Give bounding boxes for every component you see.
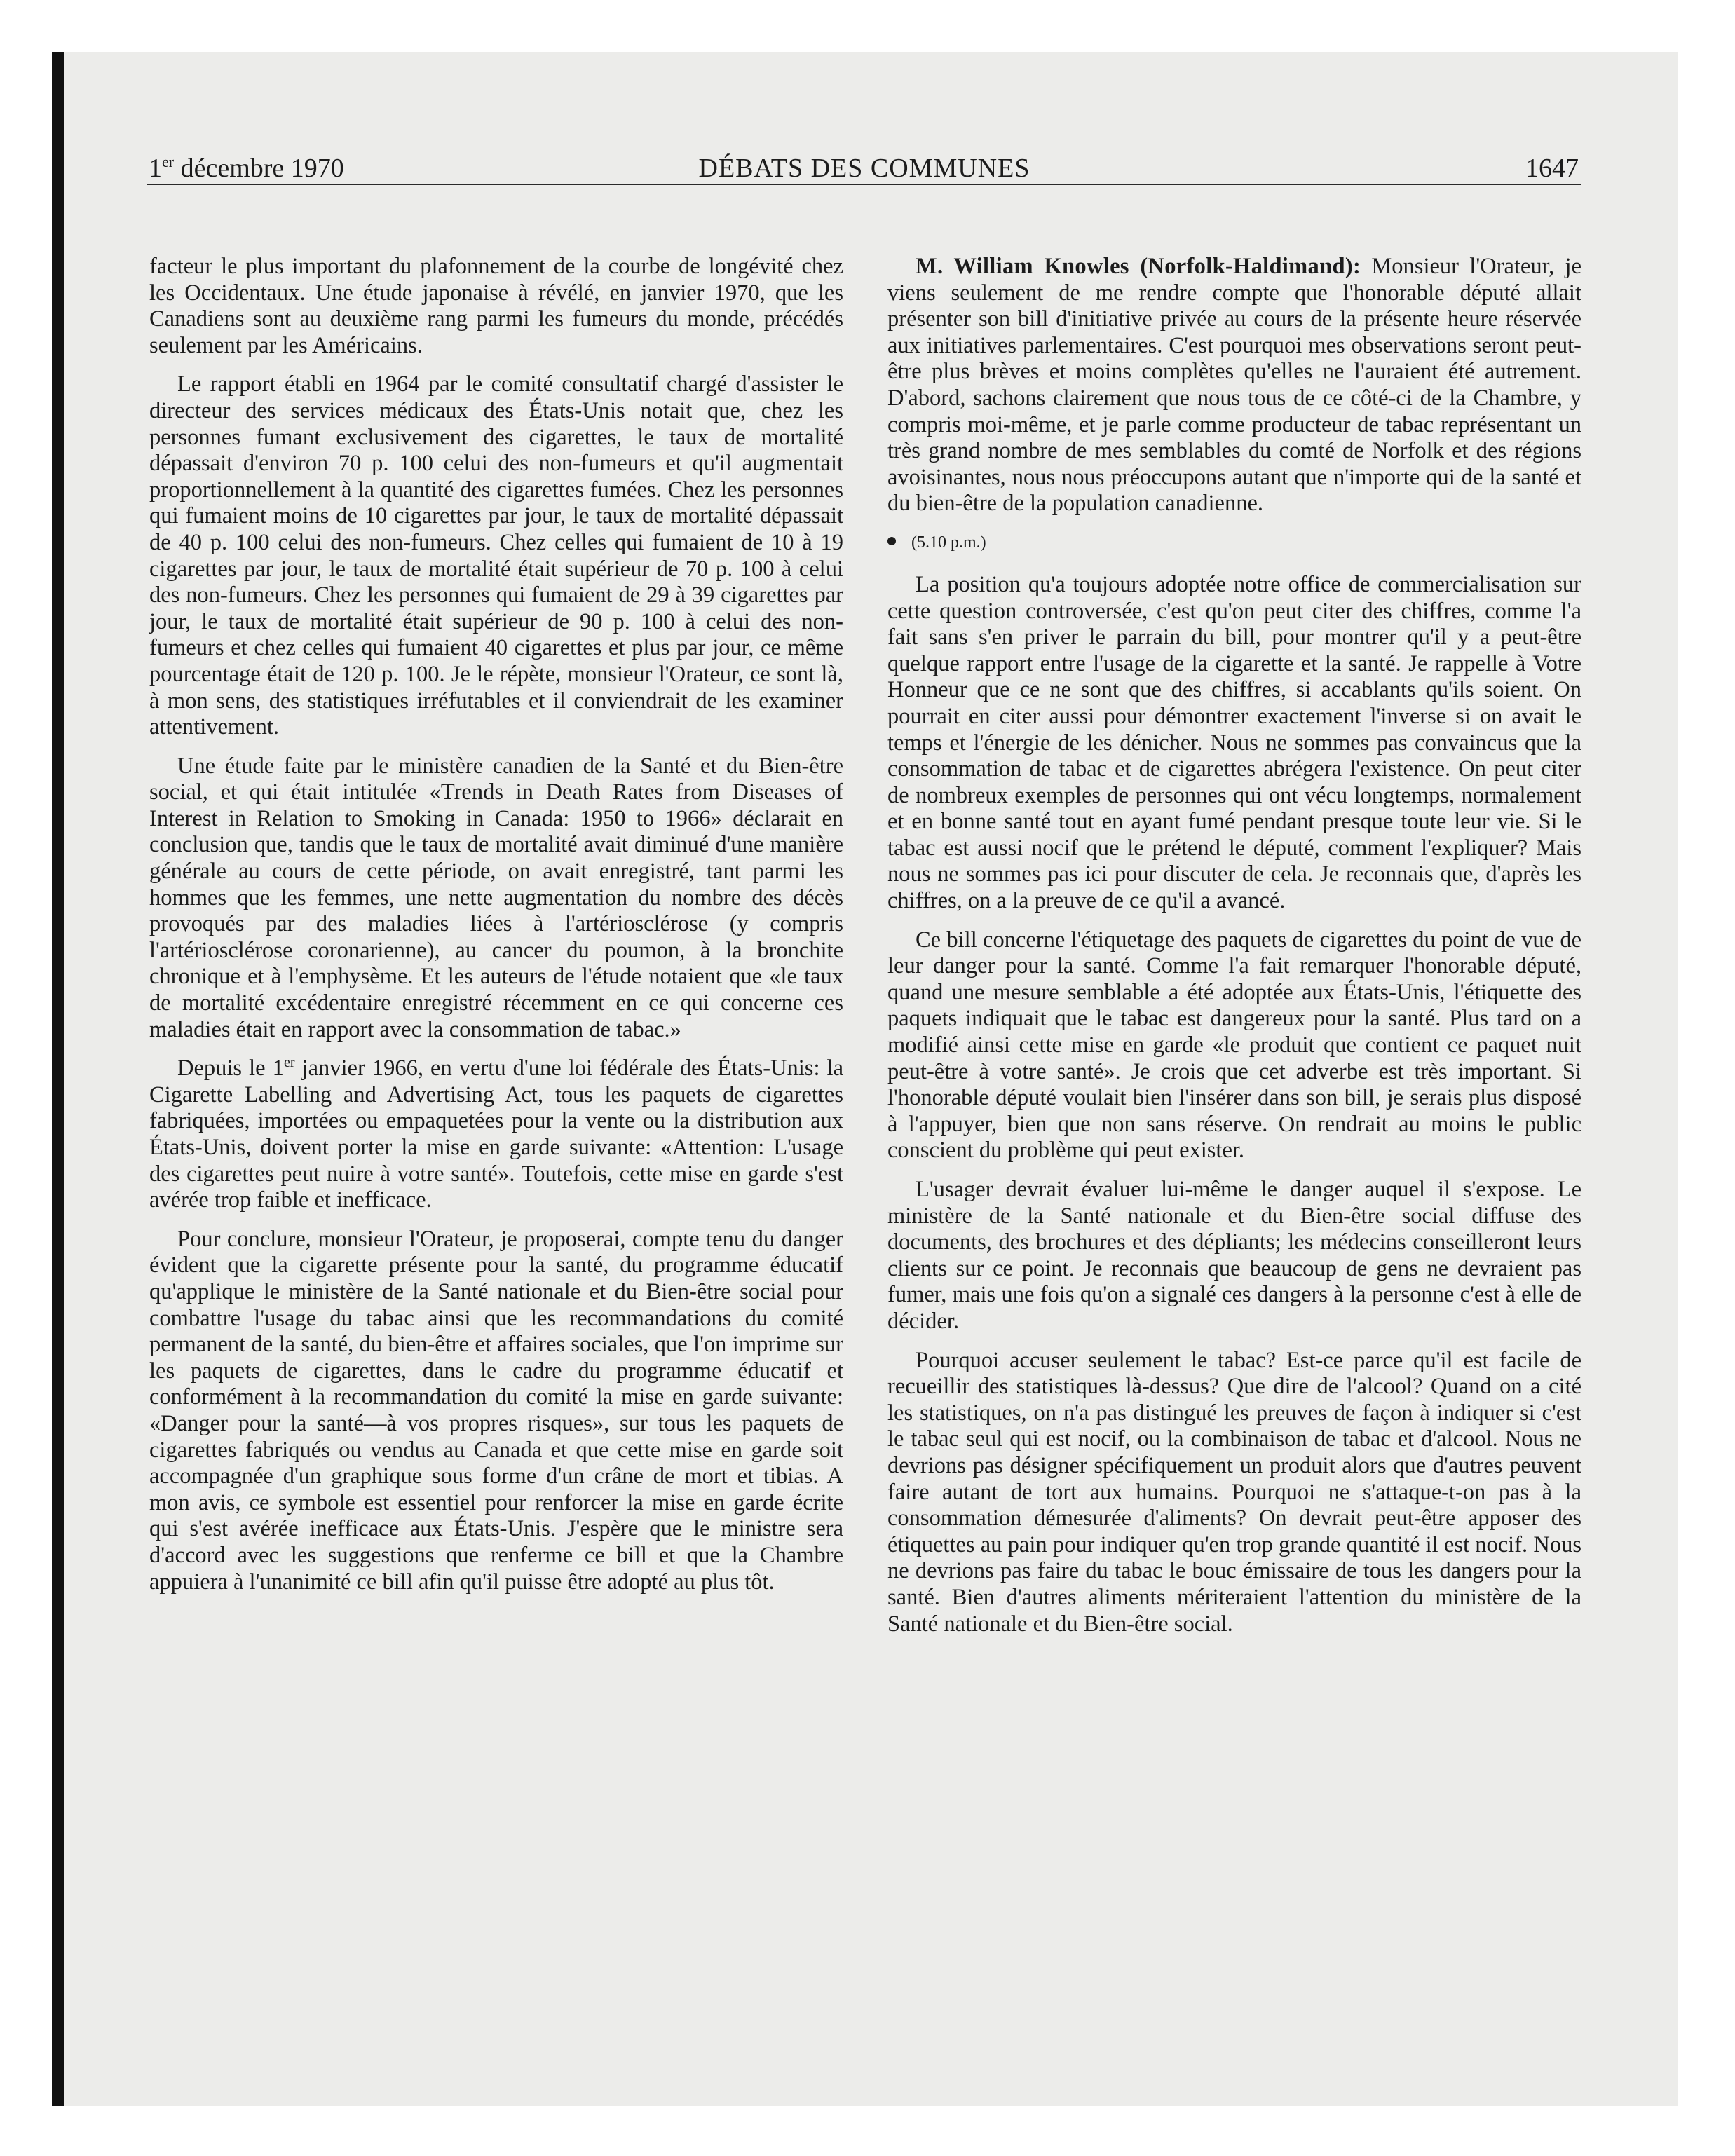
header-date-day: 1 [149, 153, 162, 183]
left-paragraph-5: Pour conclure, monsieur l'Orateur, je proposerai, compte tenu du danger évident que la cigarette présente pour la santé, du programme éducatif qu'applique le ministère de la Santé nationale et du Bien-être social pour combattre l'usage du tabac ainsi que les recommandations du comité permanent de la santé, du bien-être et affaires sociales, que l'on imprime sur les paquets de cigarettes, dans le cadre du programme éducatif et conformément à la recommandation du comité la mise en garde suivante: «Danger pour la santé—à vos propres risques», sur tous les paquets de cigarettes fabriqués ou vendus au Canada et que cette mise en garde soit accompagnée d'un graphique sous forme d'un crâne de mort et tibias. A mon avis, ce symbole est essentiel pour renforcer la mise en garde écrite qui s'est avérée inefficace aux États-Unis. J'espère que le ministre sera d'accord avec les suggestions que renferme ce bill et que la Chambre appuiera à l'unanimité ce bill afin qu'il puisse être adopté au plus tôt. [149, 1226, 843, 1595]
left-paragraph-1: facteur le plus important du plafonnement de la courbe de longévité chez les Occidentaux. Une étude japonaise à révélé, en janvier 1970, que les Canadiens sont au deuxième rang parmi les fumeurs du monde, précédés seulement par les Américains. [149, 254, 843, 358]
time-marker-text: (5.10 p.m.) [911, 533, 986, 552]
scan-edge-band [52, 52, 64, 2106]
right-paragraph-2: La position qu'a toujours adoptée notre office de commercialisation sur cette question controversée, c'est qu'on peut citer des chiffres, comme l'a fait sans s'en priver le parrain du bill, pour montrer qu'il y a peut-être quelque rapport entre l'usage de la cigarette et la santé. Je rappelle à Votre Honneur que ce ne sont que des chiffres, si accablants qu'ils soient. On pourrait en citer aussi pour démontrer exactement l'inverse si on avait le temps et l'énergie de les dénicher. Nous ne sommes pas convaincus que la consommation de tabac et de cigarettes abrégera l'existence. On peut citer de nombreux exemples de personnes qui ont vécu longtemps, normalement et en bonne santé tout en ayant fumé pendant presque toute leur vie. Si le tabac est aussi nocif que le prétend le député, comment l'expliquer? Mais nous ne sommes pas ici pour discuter de cela. Je reconnais que, d'après les chiffres, on a la preuve de ce qu'il a avancé. [887, 571, 1581, 914]
right-paragraph-1-text: Monsieur l'Orateur, je viens seulement de me rendre compte que l'honorable député allait présenter son bill d'initiative privée au cours de la présente heure réservée aux initiatives parlementaires. C'est pourquoi mes observations seront peut-être plus brèves et moins complètes qu'elles ne l'auraient été autrement. D'abord, sachons clairement que nous tous de ce côté-ci de la Chambre, y compris moi-même, et je parle comme producteur de tabac représentant un très grand nombre de mes semblables du comté de Norfolk et des régions avoisinantes, nous nous préoccupons autant que n'importe qui de la santé et du bien-être de la population canadienne. [887, 254, 1581, 517]
running-header [147, 153, 1581, 185]
right-column [887, 254, 1581, 1650]
left-paragraph-2: Le rapport établi en 1964 par le comité consultatif chargé d'assister le directeur des services médicaux des États-Unis notait que, chez les personnes fumant exclusivement des cigarettes, le taux de mortalité dépassait d'environ 70 p. 100 celui des non-fumeurs et qu'il augmentait proportionnellement à la quantité des cigarettes fumées. Chez les personnes qui fumaient moins de 10 cigarettes par jour, le taux de mortalité dépassait de 40 p. 100 celui des non-fumeurs. Chez celles qui fumaient de 10 à 19 cigarettes par jour, le taux de mortalité était supérieur de 70 p. 100 à celui des non-fumeurs. Chez les personnes qui fumaient de 29 à 39 cigarettes par jour, le taux de mortalité était supérieur de 90 p. 100 à celui des non-fumeurs et chez celles qui fumaient 40 cigarettes et plus par jour, ce même pourcentage était de 120 p. 100. Je le répète, monsieur l'Orateur, ce sont là, à mon sens, des statistiques irréfutables et il conviendrait de les examiner attentivement. [149, 371, 843, 740]
right-paragraph-1 [887, 254, 1581, 517]
right-paragraph-3: Ce bill concerne l'étiquetage des paquets de cigarettes du point de vue de leur danger pour la santé. Comme l'a fait remarquer l'honorable député, quand une mesure semblable a été adoptée aux États-Unis, l'étiquette des paquets indiquait que le tabac est dangereux pour la santé. Plus tard on a modifié ainsi cette mise en garde «le produit que contient ce paquet nuit peut-être à votre santé». Je crois que cet adverbe est très important. Si l'honorable député voulait bien l'insérer dans son bill, je serais plus disposé à l'appuyer, bien que non sans réserve. On rendrait au moins le public conscient du problème qui peut exister. [887, 927, 1581, 1164]
left-paragraph-4 [149, 1056, 843, 1214]
bullet-icon [887, 537, 896, 545]
left-paragraph-4-start: Depuis le 1 [177, 1056, 284, 1082]
left-paragraph-4-rest: janvier 1966, en vertu d'une loi fédérale des États-Unis: la Cigarette Labelling and Advertising Act, tous les paquets de cigarettes fabriquées, importées ou empaquetées pour la vente ou la distribution aux États-Unis, doivent porter la mise en garde suivante: «Attention: L'usage des cigarettes peut nuire à votre santé». Toutefois, cette mise en garde s'est avérée trop faible et inefficace. [149, 1056, 843, 1213]
right-paragraph-4: L'usager devrait évaluer lui-même le danger auquel il s'expose. Le ministère de la Santé nationale et du Bien-être social diffuse des documents, des brochures et des dépliants; les médecins conseilleront leurs clients sur ce point. Je reconnais que beaucoup de gens ne devraient pas fumer, mais une fois qu'on a signalé ces dangers à la personne c'est à elle de décider. [887, 1177, 1581, 1334]
time-marker [887, 530, 1581, 555]
left-paragraph-3: Une étude faite par le ministère canadien de la Santé et du Bien-être social, et qui était intitulée «Trends in Death Rates from Diseases of Interest in Relation to Smoking in Canada: 1950 to 1966» déclarait en conclusion que, tandis que le taux de mortalité avait diminué d'une manière générale au cours de cette période, on avait enregistré, tant parmi les hommes que les femmes, une nette augmentation du nombre des décès provoqués par des maladies liées à l'artériosclérose (y compris l'artériosclérose coronarienne), au cancer du poumon, à la bronchite chronique et à l'emphysème. Et les auteurs de l'étude notaient que «le taux de mortalité excédentaire enregistré récemment en ce qui concerne ces maladies était en rapport avec la consommation de tabac.» [149, 753, 843, 1042]
left-paragraph-4-ordinal: er [283, 1055, 295, 1071]
header-title: DÉBATS DES COMMUNES [698, 153, 1030, 183]
header-date-month-year: décembre 1970 [174, 153, 344, 183]
page-number: 1647 [1525, 153, 1579, 183]
speaker-name: M. William Knowles (Norfolk-Haldimand): [916, 254, 1361, 279]
left-column [149, 254, 843, 1608]
right-paragraph-5: Pourquoi accuser seulement le tabac? Est-ce parce qu'il est facile de recueillir des statistiques là-dessus? Que dire de l'alcool? Quand on a cité les statistiques, on n'a pas distingué les preuves de façon à indiquer si c'est le tabac seul qui est nocif, ou la combinaison de tabac et d'alcool. Nous ne devrions pas désigner spécifiquement un produit alors que d'autres peuvent faire autant de tort aux humains. Pourquoi ne s'attaque-t-on pas à la consommation démesurée d'aliments? On devrait peut-être apposer des étiquettes au pain pour indiquer qu'en trop grande quantité il est nocif. Nous ne devrions pas faire du tabac le bouc émissaire de tous les dangers pour la santé. Bien d'autres aliments mériteraient l'attention du ministère de la Santé nationale et du Bien-être social. [887, 1347, 1581, 1637]
header-date-ordinal: er [162, 153, 175, 170]
